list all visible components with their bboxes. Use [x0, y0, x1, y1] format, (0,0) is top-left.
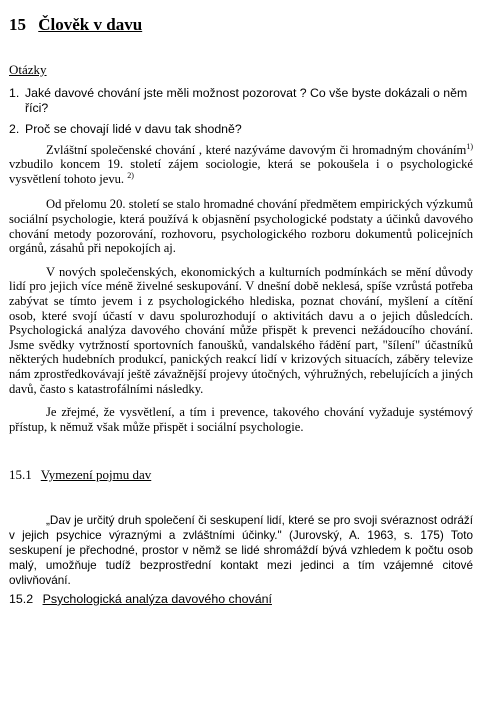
- footnote-ref-1: 1): [466, 141, 473, 151]
- section-heading-15-2: [9, 592, 473, 607]
- paragraph-intro-text-b: vzbudilo koncem 19. století zájem sociologie, která se pokoušela i o psychologické vysvětlení tohoto jevu.: [9, 157, 473, 186]
- paragraph-definition-quote: „Dav je určitý druh společení či seskupení lidí, které se pro svoji svéraznost odráží v jejich psychice výraznými a zvláštními účinky." (Jurovský, A. 1963, s. 175) Toto seskupení je přechodné, prostor v němž se lidé shromáždí bývá vzhledem k počtu osob malý, umožňuje tudíž bezprostřední kontakt mezi jedinci a tím vzájemné citové ovlivňování.: [9, 513, 473, 587]
- document-page: [9, 10, 473, 606]
- chapter-heading: [9, 15, 473, 35]
- chapter-title: Člověk v davu: [38, 15, 143, 34]
- section-number: 15.1: [9, 467, 32, 483]
- question-number: 1.: [9, 85, 20, 100]
- section-title: Psychologická analýza davového chování: [42, 591, 272, 606]
- questions-title: Otázky: [9, 62, 47, 77]
- paragraph-research: Od přelomu 20. století se stalo hromadné chování předmětem empirických výzkumů sociální psychologie, která používá k objasnění psychologické podstaty a účinků davového chování metody pozorování, rozhovoru, psychologického rozboru dokumentů policejních orgánů, zásahů při nepokojích aj.: [9, 197, 473, 256]
- paragraph-intro-text-a: Zvláštní společenské chování , které nazýváme davovým či hromadným chováním: [46, 142, 467, 157]
- question-text: Proč se chovají lidé v davu tak shodně?: [25, 121, 242, 136]
- paragraph-conditions: V nových společenských, ekonomických a kulturních podmínkách se mění důvody lidí pro jejich více méně živelné seskupování. V dnešní době neklesá, spíše vzrůstá potřeba zabývat se tímto jevem i z psychologického hlediska, poznat chování, myšlení a cítění osob, které svojí účastí v davu spolurozhodují o aktivitách davu a o jejich důsledcích. Psychologická analýza davového chování může přispět k prevenci nežádoucího chování. Jsme svědky vytržností sportovních fanoušků, vandalského řádění part, "šílení" účastníků některých hudebních produkcí, panických reakcí lidí v krizových situacích, záběry televize nám zprostředkovávají ještě závažnější projevy útočných, výhružných, rebelujících a jiných davů, často s katastrofálními následky.: [9, 264, 473, 396]
- section-heading-15-1: [9, 468, 473, 483]
- section-number: 15.2: [9, 591, 34, 606]
- question-text: Jaké davové chování jste měli možnost pozorovat ? Co vše byste dokázali o něm říci?: [25, 85, 468, 115]
- footnote-ref-2: 2): [127, 170, 134, 180]
- chapter-number: 15: [9, 15, 26, 34]
- paragraph-intro: [9, 143, 473, 187]
- question-item: [9, 122, 473, 137]
- paragraph-conclusion: Je zřejmé, že vysvětlení, a tím i prevence, takového chování vyžaduje systémový přístup, k němuž však může přispět i sociální psychologie.: [9, 405, 473, 434]
- questions-list: [9, 86, 473, 137]
- question-number: 2.: [9, 121, 20, 136]
- section-title: Vymezení pojmu dav: [40, 467, 152, 483]
- question-item: [9, 86, 473, 116]
